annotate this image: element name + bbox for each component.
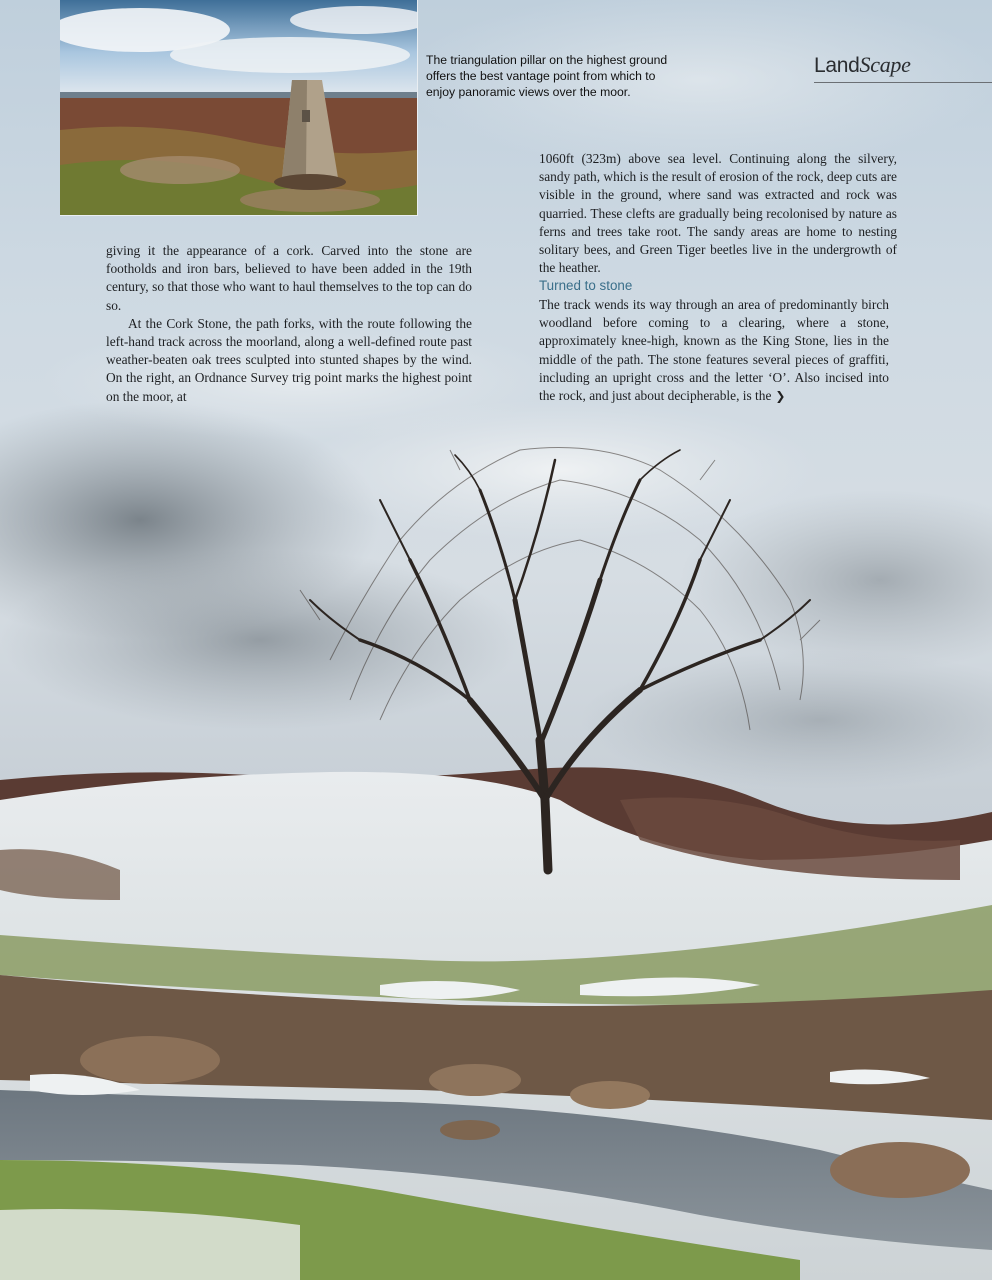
right-paragraph-1: 1060ft (323m) above sea level. Continuing along the silvery, sandy path, which is the result of erosion of the rock, deep cuts are visible in the ground, where sand was extracted and rock was quarried. These clefts are gradually being recolonised by nature as ferns and trees take root. The sandy areas are home to nesting solitary bees, and Green Tiger beetles live in the undergrowth of the heather. (539, 151, 897, 276)
continue-arrow-icon: ❯ (775, 389, 786, 404)
body-column-left (106, 242, 472, 406)
body-column-right-top (539, 150, 897, 277)
masthead-land: Land (814, 54, 860, 77)
body-column-right-bottom (539, 296, 889, 405)
left-paragraph-2: At the Cork Stone, the path forks, with the route following the left-hand track across the moorland, along a well-defined route past weather-beaten oak trees sculpted into stunted shapes by the wind. On the right, an Ordnance Survey trig point marks the highest point on the moor, at (106, 315, 472, 404)
subheading: Turned to stone (539, 278, 633, 293)
right-paragraph-2: The track wends its way through an area of predominantly birch woodland before coming to a clearing, where a stone, approximately knee-high, known as the King Stone, lies in the middle of the path. The stone features several pieces of graffiti, including an upright cross and the letter ‘O’. Also incised into the rock, and just about decipherable, is the (539, 297, 889, 404)
inset-trig-pillar-photo (60, 0, 418, 216)
photo-caption: The triangulation pillar on the highest ground offers the best vantage point from which to enjoy panoramic views over the moor. (426, 53, 668, 99)
left-paragraph-1: giving it the appearance of a cork. Carved into the stone are footholds and iron bars, believed to have been added in the 19th century, so that those who want to haul themselves to the top can do so. (106, 243, 472, 313)
section-masthead (814, 52, 992, 83)
masthead-scape: Scape (859, 52, 911, 77)
